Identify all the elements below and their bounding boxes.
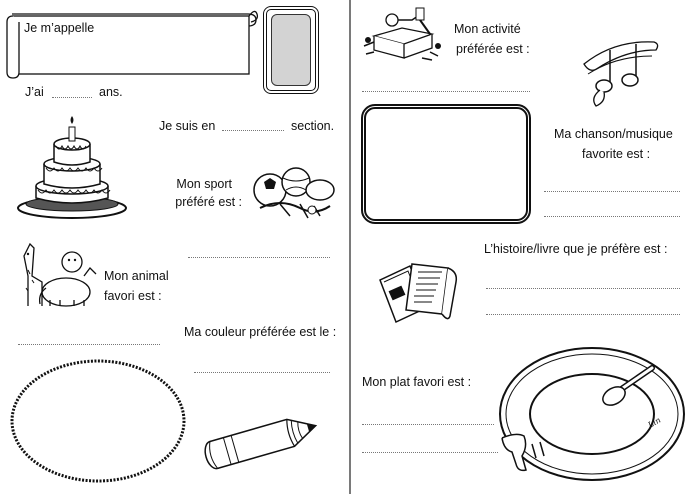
activity-label-line2: préférée est : — [456, 42, 530, 56]
sport-field[interactable] — [188, 257, 330, 258]
music-notes-icon — [580, 34, 664, 108]
story-field-1[interactable] — [486, 288, 680, 289]
story-label: L’histoire/livre que je préfère est : — [484, 242, 668, 256]
age-prefix: J’ai — [25, 85, 44, 99]
name-scroll-banner — [6, 6, 258, 80]
svg-text:Lin: Lin — [646, 415, 663, 430]
photo-frame[interactable] — [263, 6, 319, 94]
section-prefix: Je suis en — [159, 119, 216, 133]
section-suffix: section. — [291, 119, 335, 133]
age-suffix: ans. — [99, 85, 123, 99]
dish-field-1[interactable] — [362, 424, 494, 425]
dish-label: Mon plat favori est : — [362, 375, 472, 389]
activity-label-line1: Mon activité — [454, 22, 521, 36]
activity-field[interactable] — [362, 91, 530, 92]
plate-fork-spoon-icon — [488, 338, 688, 488]
song-field-2[interactable] — [544, 216, 680, 217]
song-field-1[interactable] — [544, 191, 680, 192]
section-field[interactable] — [222, 130, 284, 131]
story-field-2[interactable] — [486, 314, 680, 315]
dish-field-2[interactable] — [362, 452, 498, 453]
drawing-oval-frame[interactable] — [8, 356, 188, 486]
page-divider — [349, 0, 351, 494]
animal-label-line2: favori est : — [104, 289, 162, 303]
toolbox-icon — [360, 6, 444, 66]
sport-label-line1: Mon sport — [176, 177, 232, 191]
sport-balls-icon — [250, 160, 338, 222]
age-field[interactable] — [52, 97, 92, 98]
color-field[interactable] — [194, 372, 330, 373]
sport-label-line2: préféré est : — [175, 195, 242, 209]
animal-field[interactable] — [18, 344, 160, 345]
books-icon — [376, 258, 466, 326]
zoo-animals-icon — [10, 240, 102, 310]
pencil-icon — [198, 402, 332, 466]
song-label-line1: Ma chanson/musique — [554, 127, 673, 141]
animal-label-line1: Mon animal — [104, 269, 169, 283]
cake-icon — [16, 124, 128, 220]
song-picture-frame[interactable] — [361, 104, 531, 224]
song-label-line2: favorite est : — [582, 147, 651, 161]
color-label: Ma couleur préférée est le : — [184, 325, 337, 339]
photo-placeholder — [271, 14, 311, 86]
name-label: Je m’appelle — [24, 21, 95, 35]
